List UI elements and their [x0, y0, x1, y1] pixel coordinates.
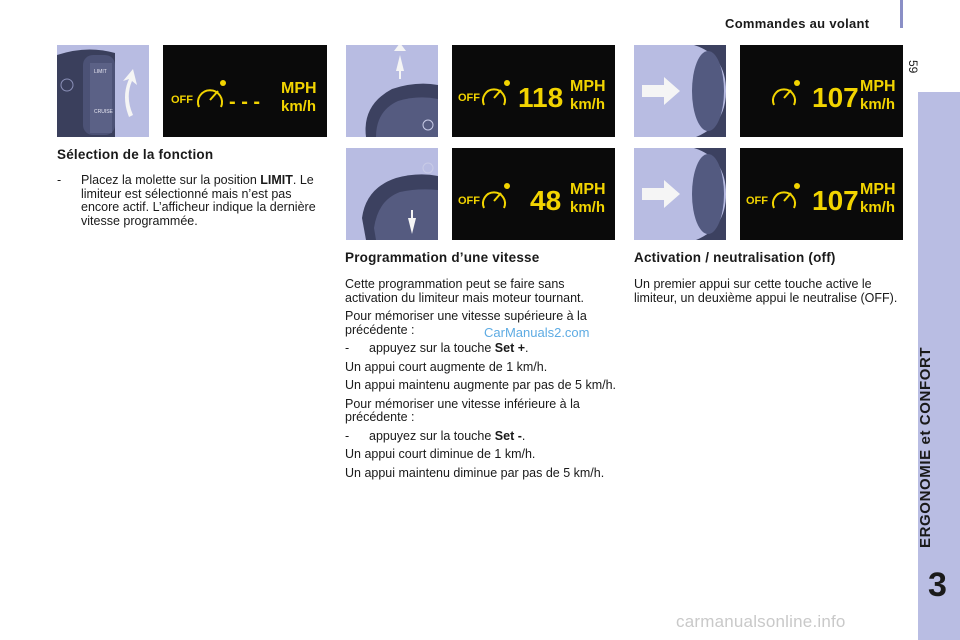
svg-text:km/h: km/h — [570, 199, 606, 216]
section-selection-text: Placez la molette sur la position LIMIT. Le limiteur est sélectionné mais n’est pas encore actif. L’afficheur indique la dernière vitesse programmée. — [81, 173, 316, 228]
programming-p4: Un appui maintenu augmente par pas de 5 km/h. — [345, 378, 617, 392]
watermark-carmanuals2: CarManuals2.com — [484, 325, 590, 340]
section-activation — [634, 250, 906, 310]
stalk-selector-photo — [57, 45, 149, 137]
svg-text:km/h: km/h — [281, 98, 317, 115]
section-selection-bullet — [57, 174, 327, 228]
speed-display-4 — [452, 148, 615, 240]
programming-p5: Pour mémoriser une vitesse inférieure à la précédente : — [345, 396, 580, 424]
chapter-tab-label: ERGONOMIE et CONFORT — [917, 346, 934, 548]
svg-text:MPH: MPH — [570, 181, 606, 198]
svg-text:LIMIT: LIMIT — [94, 69, 107, 75]
header-rule — [900, 0, 903, 28]
svg-text:48: 48 — [530, 185, 562, 216]
svg-text:OFF: OFF — [458, 195, 480, 207]
section-selection-title: Sélection de la fonction — [57, 147, 214, 162]
bullet-dash: - — [57, 173, 62, 187]
section-selection — [57, 147, 327, 233]
svg-text:MPH: MPH — [860, 78, 896, 95]
programming-bullet-set-plus: - appuyez sur la touche Set +. — [345, 341, 529, 355]
page-header-title: Commandes au volant — [725, 16, 870, 31]
section-programming-title: Programmation d’une vitesse — [345, 250, 540, 265]
svg-text:MPH: MPH — [860, 181, 896, 198]
activation-p1: Un premier appui sur cette touche active le limiteur, un deuxième appui le neutralise (OFF). — [634, 277, 898, 305]
svg-text:107: 107 — [812, 185, 859, 216]
svg-text:MPH: MPH — [570, 78, 606, 95]
chapter-number: 3 — [928, 566, 947, 604]
svg-text:OFF: OFF — [746, 195, 768, 207]
page-number: 59 — [906, 60, 920, 74]
section-programming — [345, 250, 620, 485]
stalk-off-photo — [634, 148, 726, 240]
programming-p6: Un appui court diminue de 1 km/h. — [345, 447, 536, 461]
speed-display-1 — [163, 45, 327, 137]
speed-display-3 — [740, 45, 903, 137]
svg-text:km/h: km/h — [860, 199, 896, 216]
programming-bullet-set-minus: - appuyez sur la touche Set -. — [345, 428, 526, 443]
svg-text:- - -: - - - — [229, 91, 261, 113]
watermark-carmanualsonline: carmanualsonline.info — [676, 612, 846, 631]
svg-text:MPH: MPH — [281, 80, 317, 97]
section-activation-title: Activation / neutralisation (off) — [634, 250, 836, 265]
stalk-on-photo — [634, 45, 726, 137]
speed-display-2 — [452, 45, 615, 137]
svg-text:km/h: km/h — [570, 96, 606, 113]
programming-p1: Cette programmation peut se faire sans activation du limiteur mais moteur tournant. — [345, 277, 584, 305]
svg-text:107: 107 — [812, 82, 859, 113]
svg-text:km/h: km/h — [860, 96, 896, 113]
svg-text:OFF: OFF — [171, 94, 193, 106]
svg-text:118: 118 — [518, 82, 564, 113]
speed-display-5 — [740, 148, 903, 240]
svg-text:CRUISE: CRUISE — [94, 109, 113, 115]
svg-text:OFF: OFF — [458, 92, 480, 104]
stalk-set-photo — [346, 45, 438, 137]
programming-p3: Un appui court augmente de 1 km/h. — [345, 359, 548, 374]
programming-p7: Un appui maintenu diminue par pas de 5 km/h. — [345, 465, 605, 480]
programming-p2: Pour mémoriser une vitesse supérieure à la précédente : — [345, 309, 587, 337]
stalk-set-minus-photo — [346, 148, 438, 240]
